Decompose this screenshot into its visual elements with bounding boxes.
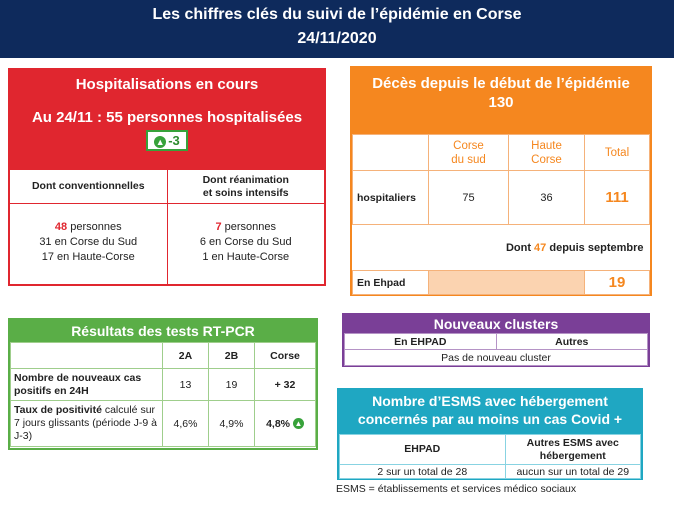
pcr-row2-2b: 4,9%	[209, 401, 255, 447]
esms-col-autres-l2: hébergement	[539, 449, 606, 462]
deces-hosp-total: 111	[585, 171, 650, 225]
deces-col-haute-l2: Corse	[531, 153, 562, 166]
esms-col-autres-l1: Autres ESMS avec	[526, 436, 619, 449]
hospitalisations-title: Hospitalisations en cours	[75, 76, 259, 93]
deces-hosp-haute: 36	[509, 171, 585, 225]
pcr-row2-2a: 4,6%	[163, 401, 209, 447]
reanimation-header	[168, 170, 325, 204]
variation-badge	[146, 130, 188, 151]
deces-depuis-post: depuis septembre	[546, 241, 644, 254]
deces-depuis-pre: Dont	[505, 241, 535, 254]
deces-ehpad-fill	[429, 271, 585, 295]
pcr-row1-2a: 13	[163, 369, 209, 401]
deces-col-sud-l1: Corse	[453, 139, 484, 152]
clusters-title: Nouveaux clusters	[344, 315, 648, 333]
esms-col-ehpad: EHPAD	[340, 435, 506, 465]
esms-val-autres: aucun sur un total de 29	[505, 465, 640, 479]
deces-col-total: Total	[585, 135, 650, 171]
clusters-col-ehpad: En EHPAD	[345, 334, 497, 350]
esms-footnote: ESMS = établissements et services médico sociaux	[336, 483, 577, 495]
deces-hosp-sud: 75	[429, 171, 509, 225]
pcr-col-2a: 2A	[163, 343, 209, 369]
deces-row-hosp: hospitaliers	[353, 171, 429, 225]
hospitalisations-header	[10, 70, 324, 170]
esms-col-autres	[505, 435, 640, 465]
reanimation-header-line1: Dont réanimation	[202, 173, 289, 186]
pcr-row1-2b: 19	[209, 369, 255, 401]
conv-haute: 17 en Haute-Corse	[41, 251, 135, 263]
hospitalisations-panel	[8, 68, 326, 286]
arrow-up-circle-icon: ▲	[155, 136, 165, 147]
page-date: 24/11/2020	[297, 30, 377, 47]
rea-sud: 6 en Corse du Sud	[199, 236, 292, 248]
pcr-row2-label-rest: calculé sur 7 jours glissants (période J-9 à J-3)	[14, 404, 157, 442]
conventionnelles-column	[10, 170, 168, 284]
deces-empty-cell	[353, 135, 429, 171]
pcr-row2-label-bold: Taux de positivité	[14, 404, 102, 416]
deces-header	[352, 68, 650, 134]
reanimation-column	[168, 170, 325, 284]
esms-header	[339, 390, 641, 434]
reanimation-header-line2: et soins intensifs	[202, 186, 289, 199]
deces-title: Décès depuis le début de l’épidémie	[372, 75, 630, 92]
arrow-up-circle-icon: ▲	[294, 419, 303, 429]
page-title: Les chiffres clés du suivi de l’épidémie en Corse	[152, 6, 522, 23]
pcr-col-corse: Corse	[255, 343, 316, 369]
rea-unit: personnes	[221, 221, 277, 233]
deces-col-sud	[429, 135, 509, 171]
page-header	[0, 0, 674, 58]
conventionnelles-header: Dont conventionnelles	[10, 170, 167, 204]
deces-col-haute	[509, 135, 585, 171]
clusters-value: Pas de nouveau cluster	[345, 350, 648, 366]
deces-table	[352, 134, 650, 295]
pcr-row2-label	[11, 401, 163, 447]
rea-count: 7	[215, 221, 222, 233]
clusters-table	[344, 333, 648, 366]
variation-value: -3	[168, 133, 180, 148]
pcr-panel	[8, 318, 318, 450]
deces-col-sud-l2: du sud	[451, 153, 486, 166]
clusters-panel	[342, 313, 650, 367]
pcr-row1-corse: + 32	[255, 369, 316, 401]
conv-unit: personnes	[67, 221, 122, 233]
rea-haute: 1 en Haute-Corse	[202, 251, 290, 263]
deces-panel	[350, 66, 652, 296]
esms-title-l1: Nombre d’ESMS avec hébergement	[372, 393, 608, 409]
deces-col-haute-l1: Haute	[531, 139, 562, 152]
pcr-row2-corse: 4,8%	[266, 417, 290, 430]
pcr-col-2b: 2B	[209, 343, 255, 369]
deces-row-ehpad: En Ehpad	[353, 271, 429, 295]
clusters-col-autres: Autres	[496, 334, 648, 350]
conv-sud: 31 en Corse du Sud	[39, 236, 138, 248]
esms-table	[339, 434, 641, 479]
pcr-table	[10, 342, 316, 447]
pcr-empty-cell	[11, 343, 163, 369]
deces-depuis	[353, 225, 650, 271]
pcr-row2-corse-cell	[255, 401, 316, 447]
deces-total: 130	[488, 94, 514, 111]
deces-ehpad-total: 19	[585, 271, 650, 295]
conv-count: 48	[54, 221, 68, 233]
esms-val-ehpad: 2 sur un total de 28	[340, 465, 506, 479]
esms-title-l2: concernés par au moins un cas Covid +	[357, 411, 623, 427]
deces-depuis-n: 47	[534, 241, 547, 254]
esms-panel	[337, 388, 643, 480]
pcr-title: Résultats des tests RT-PCR	[10, 320, 316, 342]
hospitalisations-subtitle: Au 24/11 : 55 personnes hospitalisées	[31, 109, 303, 126]
pcr-row1-label: Nombre de nouveaux cas positifs en 24H	[11, 369, 163, 401]
